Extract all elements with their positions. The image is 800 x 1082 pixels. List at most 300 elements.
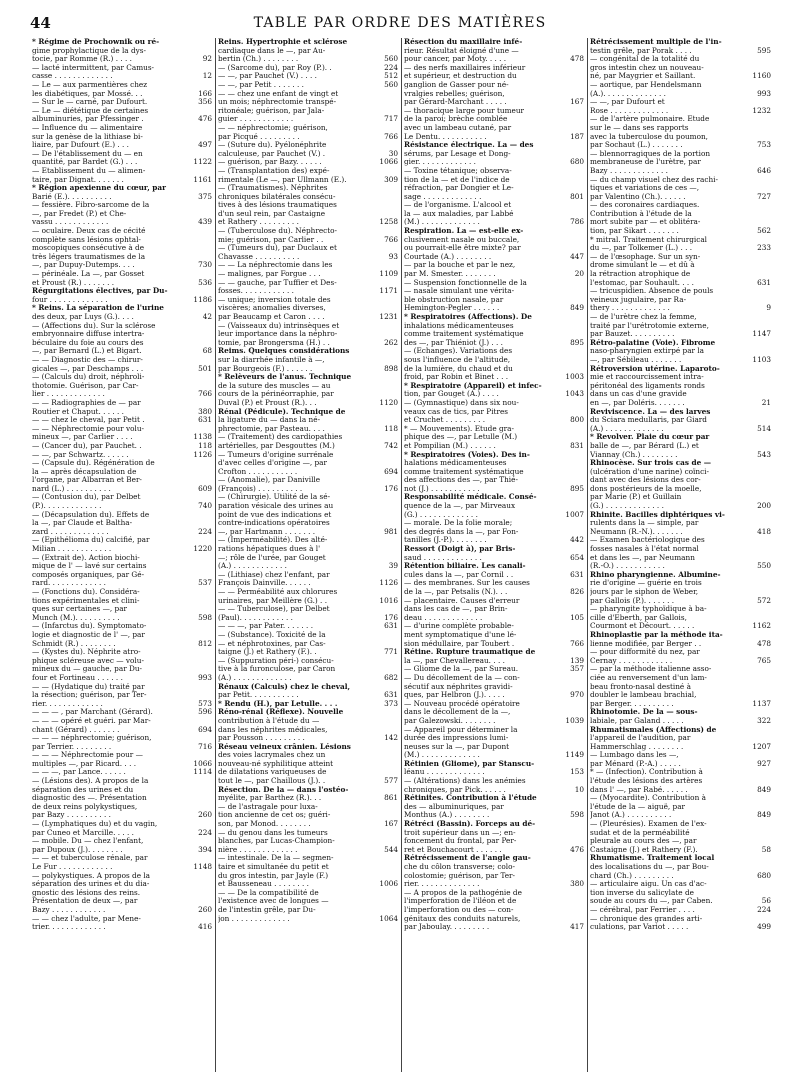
index-entry-page: 898 <box>384 363 398 373</box>
index-entry-page: 92 <box>202 54 212 64</box>
index-entry <box>32 382 212 391</box>
index-entry-text: par Cuneo et Marcille. . . . . <box>32 828 135 837</box>
index-entry-page: 142 <box>384 733 398 743</box>
index-entry <box>32 674 212 683</box>
index-entry-page: 800 <box>570 415 584 425</box>
index-entry-page: 380 <box>570 879 584 889</box>
index-entry <box>404 777 584 786</box>
index-entry-text: tion de la — et de l'indice de <box>404 175 510 184</box>
index-entry-text: tiques et variations de ces —, <box>590 184 700 193</box>
index-entry-text: rard. . . . . . . . . . . . . <box>32 579 106 588</box>
index-entry-text: (A.) . . . . . . . . . . . . . <box>218 673 292 682</box>
index-entry <box>404 193 584 202</box>
index-entry-page: 224 <box>198 526 212 536</box>
index-entry-text: — oculaire. Deux cas de cécité <box>32 227 146 236</box>
index-entry <box>32 700 212 709</box>
index-entry <box>32 726 212 735</box>
index-entry-page: 375 <box>198 191 212 201</box>
index-entry-page: 537 <box>198 578 212 588</box>
index-entry <box>590 691 771 700</box>
index-entry-text: par Valentino (Ch.). . . . . . <box>590 192 686 201</box>
index-column-2 <box>216 38 402 1072</box>
index-entry-text: colostomie; guérison, par Ter- <box>404 871 516 880</box>
index-entry <box>404 880 584 889</box>
index-entry-text: béculaire du foie au cours des <box>32 338 144 347</box>
index-entry-text: multiples —, par Ricard. . . . <box>32 759 137 768</box>
index-entry-text: — Influence du — alimentaire <box>32 123 143 132</box>
index-entry <box>218 545 398 554</box>
index-entry <box>404 665 584 674</box>
index-entry <box>32 511 212 520</box>
index-entry <box>218 459 398 468</box>
index-entry <box>218 897 398 906</box>
index-entry-text: — (Fonctions du). Considéra- <box>32 588 140 596</box>
index-entry <box>404 373 584 382</box>
index-entry-text: traité par l'urétrotomie externe, <box>590 321 709 330</box>
index-entry-text: par Ménard (P.-A.) . . . . . <box>590 759 681 768</box>
index-entry <box>218 872 398 881</box>
index-entry <box>32 854 212 863</box>
index-entry-text: — — — néphrectomie; guérison, <box>32 734 152 743</box>
index-entry-page: 21 <box>761 397 771 407</box>
index-entry <box>404 416 584 425</box>
page-number: 44 <box>30 14 51 32</box>
index-entry <box>32 210 212 219</box>
index-entry-text: la — après décapsulation de <box>32 467 137 476</box>
index-entry-text: Rhumatisme. Traitement local <box>590 854 715 863</box>
index-entry-page: 394 <box>198 844 212 854</box>
index-entry <box>32 339 212 348</box>
index-entry-text: — Suspension fonctionnelle de la <box>404 278 527 287</box>
index-entry <box>32 502 212 511</box>
index-entry-text: tanilles (J.-P.). . . . . . . . <box>404 536 487 545</box>
index-entry-text: Monthus (A.) . . . . . . . . <box>404 811 490 820</box>
index-entry <box>218 141 398 150</box>
index-entry-text: — Tumeurs d'origine surrénale <box>218 450 334 459</box>
index-entry-text: Viannay (Ch.) . . . . . . . . <box>590 450 678 459</box>
index-entry-text: — aortique, par Hendelsmann <box>590 80 702 89</box>
index-entry <box>218 665 398 674</box>
index-entry-text: par Galezowski. . . . . . . . <box>404 716 496 725</box>
index-entry <box>218 846 398 855</box>
index-entry-page: 1122 <box>193 157 212 167</box>
index-entry-text: —; rôle de l'urée, par Gouget <box>218 553 326 562</box>
index-entry <box>590 863 771 872</box>
index-entry <box>218 373 398 382</box>
index-entry <box>404 536 584 545</box>
index-entry-text: rations hépatiques dues à l' <box>218 545 321 554</box>
index-entry <box>590 820 771 829</box>
index-entry <box>590 141 771 150</box>
index-entry-text: Rhinotomie. De la — sous- <box>590 708 698 717</box>
index-entry-text: — Du décollement de la — con- <box>404 673 520 682</box>
index-entry-text: tion, par Gouget (A.) . . . . <box>404 390 499 399</box>
index-entry-page: 631 <box>384 621 398 631</box>
index-entry <box>218 717 398 726</box>
index-entry <box>404 339 584 348</box>
index-entry <box>218 803 398 812</box>
index-entry <box>590 511 771 520</box>
index-entry <box>218 674 398 683</box>
index-entry-text: avec la tuberculose du poumon, <box>590 132 708 141</box>
index-entry-page: 93 <box>388 251 398 261</box>
index-entry <box>218 115 398 124</box>
index-entry <box>32 743 212 752</box>
index-entry <box>218 81 398 90</box>
index-entry-text: * — (Infection). Contribution à <box>590 768 703 777</box>
index-entry-page: 1066 <box>379 157 398 167</box>
page-header <box>30 14 770 38</box>
index-entry <box>590 133 771 142</box>
index-entry-text: taigne (J.) et Rathery (F.). . <box>218 648 317 657</box>
index-entry-page: 447 <box>570 251 584 261</box>
index-entry <box>218 562 398 571</box>
index-entry <box>590 657 771 666</box>
index-entry-page: 105 <box>570 612 584 622</box>
index-entry <box>404 253 584 262</box>
index-entry-text: rieur. Résultat éloigné d'une — <box>404 46 519 55</box>
index-entry-text: la —, par Claude et Baltha- <box>32 519 133 528</box>
index-entry <box>404 176 584 185</box>
index-entry <box>590 536 771 545</box>
index-entry-text: la — aux maladies, par Labbé <box>404 209 514 218</box>
index-entry-text: phique des —, par Letulle (M.) <box>404 433 518 442</box>
index-entry <box>404 691 584 700</box>
index-entry-text: — — et tuberculose rénale, par <box>32 854 148 863</box>
index-entry-page: 1137 <box>752 698 771 708</box>
index-entry-page: 716 <box>198 741 212 751</box>
index-entry-page: 166 <box>198 88 212 98</box>
index-entry <box>32 528 212 537</box>
index-entry-text: * Respiratoires (Affections). De <box>404 313 532 321</box>
index-entry-text: four et Fortineau . . . . . . <box>32 673 123 682</box>
index-entry-text: nière . . . . . . . . . . . . . <box>218 845 298 854</box>
index-entry <box>32 915 212 924</box>
index-entry <box>32 846 212 855</box>
index-entry <box>218 330 398 339</box>
index-entry-text: ritonéale; guérison, par Jala- <box>218 106 325 115</box>
index-entry <box>32 330 212 339</box>
index-entry <box>218 38 398 47</box>
index-entry-text: thery . . . . . . . . . . . . . <box>590 304 670 313</box>
index-entry-text: — pharyngite typhoïdique à ba- <box>590 605 707 614</box>
index-entry-text: — (Myocardite). Contribution à <box>590 794 706 803</box>
index-entry <box>590 872 771 881</box>
index-entry-page: 826 <box>570 587 584 596</box>
index-entry <box>404 640 584 649</box>
index-entry-page: 981 <box>384 526 398 536</box>
index-entry <box>590 562 771 571</box>
index-entry-text: d'un seul rein, par Castaigne <box>218 209 326 218</box>
index-entry <box>404 107 584 116</box>
index-entry-text: rie d'origine — guérie en trois <box>590 579 702 588</box>
index-entry <box>218 726 398 735</box>
index-entry <box>218 579 398 588</box>
index-entry <box>218 253 398 262</box>
index-entry <box>218 287 398 296</box>
index-entry-text: jon . . . . . . . . . . . . . <box>218 914 290 923</box>
index-entry <box>590 210 771 219</box>
index-entry <box>218 837 398 846</box>
index-entry-text: — — Diagnostic des — chirur- <box>32 355 143 364</box>
index-entry-text: — De l'établissement du — en <box>32 149 143 158</box>
index-entry <box>218 640 398 649</box>
index-entry <box>404 528 584 537</box>
index-entry <box>218 390 398 399</box>
index-entry-text: Munch (M.). . . . . . . . . . <box>32 613 120 622</box>
index-entry-page: 56 <box>761 896 771 906</box>
index-entry <box>218 768 398 777</box>
index-entry-text: — (Lithiase) chez l'enfant, par <box>218 570 330 579</box>
index-entry-text: * Rendu (H.), par Letulle. . . . <box>218 699 338 708</box>
index-entry-text: rier. . . . . . . . . . . . . <box>32 699 103 708</box>
index-entry <box>590 545 771 554</box>
index-entry <box>218 408 398 417</box>
index-entry <box>590 304 771 313</box>
index-entry-text: — d'urine complète probable- <box>404 622 514 631</box>
index-entry-page: 766 <box>198 389 212 399</box>
index-entry-page: 631 <box>570 569 584 579</box>
index-entry <box>404 760 584 769</box>
index-entry <box>32 476 212 485</box>
index-entry-text: — Examen bactériologique des <box>590 536 705 545</box>
index-entry <box>590 614 771 623</box>
index-entry <box>218 588 398 597</box>
index-entry-text: — cérébral, par Ferrier . . . . <box>590 905 695 914</box>
index-entry-text: péritonéal des ligaments ronds <box>590 381 705 390</box>
index-entry-page: 1016 <box>379 595 398 605</box>
index-entry <box>32 708 212 717</box>
index-entry <box>404 150 584 159</box>
index-entry-page: 167 <box>570 97 584 107</box>
index-entry-text: tive à la furonculose, par Caron <box>218 665 336 674</box>
index-entry-text: albuminuries, par Pfessinger . <box>32 115 144 124</box>
index-entry <box>590 906 771 915</box>
index-entry-text: — de l'œsophage. Sur un syn- <box>590 252 701 261</box>
index-entry-text: — Toxine tétanique; observa- <box>404 166 512 175</box>
index-entry-page: 1066 <box>193 758 212 768</box>
index-entry <box>590 571 771 580</box>
index-entry-text: par Beaucamp et Caron . . . . <box>218 313 325 321</box>
index-entry-text: Reins. Hypertrophie et sclérose <box>218 38 348 46</box>
index-entry-page: 1186 <box>193 294 212 304</box>
index-entry-text: par Bourgeois (F.) . . . . . . <box>218 364 313 373</box>
index-entry-page: 1171 <box>379 286 398 296</box>
index-entry-text: d'avec celles d'origine —, par <box>218 459 328 468</box>
index-entry-text: dans l' —, par Rabé. . . . . . <box>590 785 688 794</box>
index-entry <box>218 614 398 623</box>
index-entry <box>218 322 398 331</box>
index-entry-page: 861 <box>384 793 398 803</box>
index-entry-text: moscopiques consécutive à de <box>32 244 145 253</box>
index-entry <box>32 562 212 571</box>
index-entry-text: de l'intestin grêle, par Du- <box>218 905 316 914</box>
index-entry <box>218 236 398 245</box>
index-entry-text: * Revolver. Plaie du cœur par <box>590 433 710 442</box>
index-entry-text: — fessière. Fibro-sarcome de la <box>32 201 150 210</box>
index-entry-text: casse . . . . . . . . . . . . . <box>32 72 113 81</box>
index-entry-text: dans le décollement de la —, <box>404 708 511 717</box>
index-entry <box>590 339 771 348</box>
index-entry-page: 373 <box>384 698 398 708</box>
index-entry-text: — (Affections du). Sur la sclérose <box>32 321 156 330</box>
index-entry-text: — (Cancer du), par Pauchet. . <box>32 441 142 450</box>
index-entry <box>590 373 771 382</box>
index-entry <box>32 493 212 502</box>
index-entry-page: 1162 <box>752 621 771 631</box>
index-entry-text: tocie, par Romme (R.) . . . . <box>32 55 132 64</box>
index-entry-page: 1161 <box>193 174 212 184</box>
index-entry <box>404 141 584 150</box>
index-entry-text: — articulaire aigu. Un cas d'ac- <box>590 880 707 889</box>
index-entry-page: 717 <box>384 114 398 124</box>
index-entry-text: du gros intestin, par Jayle (F.) <box>218 871 329 880</box>
index-entry-text: par Gérard-Marchant . . . . . <box>404 98 507 107</box>
index-entry-text: nouveau-né syphilitique atteint <box>218 759 334 768</box>
index-entry-text: dans un cas d'une gravide <box>590 390 687 399</box>
index-entry-text: — — —, par Lance. . . . . . <box>32 768 126 777</box>
index-entry <box>218 811 398 820</box>
index-entry-text: Milian . . . . . . . . . . . . <box>32 545 112 554</box>
index-entry-page: 1138 <box>193 432 212 442</box>
index-entry <box>218 700 398 709</box>
index-entry-page: 766 <box>384 234 398 244</box>
index-entry-text: de la —, par Petsalis (N.). . . <box>404 588 508 596</box>
index-entry-page: 356 <box>198 97 212 107</box>
index-entry-text: deau . . . . . . . . . . . . . <box>404 613 483 622</box>
index-entry-text: veaux cas de tics, par Pitres <box>404 407 509 416</box>
index-entry <box>32 906 212 915</box>
index-entry <box>590 751 771 760</box>
index-entry-text: tion, par Sikart . . . . . . . <box>590 227 679 236</box>
index-entry-text: — (Extrait de). Action biochi- <box>32 553 140 562</box>
index-entry-text: — Gliome de la —, par Sureau. <box>404 665 519 674</box>
index-entry-text: foncement du frontal, par Per- <box>404 837 517 846</box>
index-entry <box>32 304 212 313</box>
index-entry-page: 512 <box>384 71 398 81</box>
index-entry <box>590 81 771 90</box>
index-entry-text: — Appareil pour déterminer la <box>404 725 518 734</box>
index-entry-page: 1207 <box>752 741 771 751</box>
index-entry-page: 439 <box>198 217 212 227</box>
index-entry-text: par Terrier. . . . . . . . . <box>32 742 112 751</box>
index-entry-text: et Proust (R.) . . . . . . . <box>32 278 115 287</box>
index-entry-text: Cernay . . . . . . . . . . . . <box>590 656 673 665</box>
index-entry <box>590 468 771 477</box>
index-entry <box>590 854 771 863</box>
index-entry-text: Courmont et Décourt. . . . . . <box>590 622 695 631</box>
index-entry-text: — (Capsule du). Régénération de <box>32 459 155 468</box>
index-entry <box>404 554 584 563</box>
index-entry <box>32 107 212 116</box>
index-entry <box>404 846 584 855</box>
index-entry <box>218 468 398 477</box>
index-entry-text: par Pousson . . . . . . . . . <box>218 734 305 743</box>
index-entry <box>590 201 771 210</box>
index-entry-text: — — — Néphrectomie pour — <box>32 751 143 760</box>
index-entry <box>32 244 212 253</box>
index-entry <box>32 442 212 451</box>
index-entry-page: 786 <box>570 217 584 227</box>
index-entry-text: —, par Dupuy-Dutemps. . . . <box>32 261 135 270</box>
index-entry <box>404 597 584 606</box>
index-entry <box>32 416 212 425</box>
index-entry-page: 849 <box>757 784 771 794</box>
index-entry-text: vassu . . . . . . . . . . . . <box>32 218 109 227</box>
index-entry-text: la ligature du — dans la né- <box>218 416 321 425</box>
index-entry <box>590 579 771 588</box>
index-entry-text: — (Altérations) dans les anémies <box>404 777 526 786</box>
index-entry <box>590 734 771 743</box>
index-entry-text: (R.-O.) . . . . . . . . . . . <box>590 562 665 571</box>
index-entry-text: — (Sarcome du), par Roy (P.). . <box>218 63 332 72</box>
index-entry-page: 309 <box>384 174 398 184</box>
index-entry <box>404 811 584 820</box>
index-entry <box>32 47 212 56</box>
index-entry-text: sur le — dans ses rapports <box>590 123 689 132</box>
index-entry <box>218 270 398 279</box>
index-entry <box>590 777 771 786</box>
index-entry <box>590 296 771 305</box>
index-entry-page: 730 <box>198 260 212 270</box>
index-entry-text: urinaires, par Meillère (G.) . . <box>218 596 328 605</box>
index-entry-page: 478 <box>570 54 584 64</box>
index-entry-text: Réseau veineux crânien. Lésions <box>218 742 351 751</box>
index-entry-page: 30 <box>388 148 398 158</box>
index-entry <box>218 691 398 700</box>
index-entry <box>32 313 212 322</box>
index-entry-text: (A.) . . . . . . . . . . . . . <box>590 424 664 433</box>
index-entry-page: 598 <box>570 810 584 820</box>
index-entry <box>32 133 212 142</box>
index-entry <box>218 476 398 485</box>
index-entry <box>32 365 212 374</box>
index-entry-text: par Marie (P.) et Guillain <box>590 493 682 502</box>
index-entry-text: — (Lésions des). A propos de la <box>32 777 149 786</box>
index-entry <box>404 837 584 846</box>
index-entry-text: la rétraction atrophique de <box>590 270 691 279</box>
index-entry-text: Ressort (Doigt à), par Bris- <box>404 545 516 554</box>
index-entry-page: 1148 <box>193 862 212 871</box>
index-entry <box>590 408 771 417</box>
index-entry <box>218 90 398 99</box>
index-entry <box>590 244 771 253</box>
index-entry <box>32 794 212 803</box>
index-entry-page: 812 <box>198 638 212 648</box>
index-entry-text: de la lumière, du chaud et du <box>404 364 513 373</box>
index-entry-text: — (Échanges). Variations des <box>404 347 513 356</box>
index-entry-text: un mois; néphrectomie transpé- <box>218 98 337 107</box>
index-entry <box>32 889 212 898</box>
index-entry-page: 572 <box>757 595 771 605</box>
index-entry-text: Rétine. Rupture traumatique de <box>404 648 536 657</box>
index-entry-page: 476 <box>198 114 212 124</box>
index-entry-page: 970 <box>570 690 584 700</box>
index-entry <box>32 347 212 356</box>
index-entry-text: — intestinale. De la — segmen- <box>218 854 334 863</box>
index-entry-text: Résection du maxillaire infé- <box>404 38 523 46</box>
index-entry-text: léanu . . . . . . . . . . . . . <box>404 768 485 777</box>
index-entry <box>590 459 771 468</box>
index-entry <box>404 734 584 743</box>
index-entry-text: point de vue des indications et <box>218 510 332 519</box>
index-entry <box>32 64 212 73</box>
index-entry-text: — de l'urètre chez la femme, <box>590 313 697 321</box>
index-entry-text: l'imperforation de l'iléon et de <box>404 897 517 906</box>
index-entry <box>218 244 398 253</box>
index-entry <box>32 176 212 185</box>
index-entry-text: Présentation de deux —, par <box>32 897 138 906</box>
